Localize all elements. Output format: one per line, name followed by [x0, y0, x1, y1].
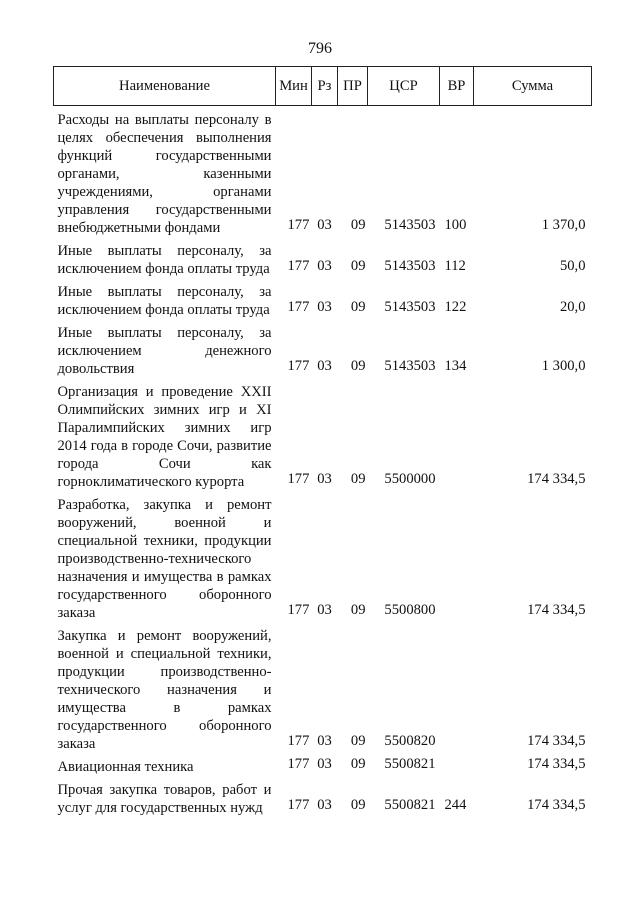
cell-sum: 174 334,5	[527, 471, 586, 487]
cell-min: 177	[287, 471, 310, 487]
cell-name: Прочая закупка товаров, работ и услуг для государственных нужд	[57, 782, 272, 816]
page-number: 796	[308, 40, 332, 57]
header-vr: ВР	[440, 67, 474, 106]
cell-rz: 03	[317, 797, 332, 813]
cell-min: 177	[287, 733, 310, 749]
cell-sum: 174 334,5	[527, 602, 586, 618]
cell-name: Иные выплаты персоналу, за исключением фонда оплаты труда	[57, 284, 272, 318]
cell-min: 177	[287, 756, 310, 772]
cell-vr: 244	[444, 797, 467, 813]
cell-vr: 112	[444, 258, 466, 274]
cell-pr: 09	[350, 756, 366, 772]
cell-pr: 09	[350, 217, 366, 233]
cell-csr: 5500000	[384, 471, 436, 487]
cell-csr: 5500820	[384, 733, 436, 749]
cell-sum: 50,0	[559, 258, 586, 274]
cell-vr	[440, 491, 474, 622]
cell-pr: 09	[350, 358, 366, 374]
table-row	[54, 106, 592, 238]
cell-min: 177	[287, 602, 310, 618]
cell-sum: 1 370,0	[541, 217, 586, 233]
header-sum: Сумма	[474, 67, 592, 106]
header-min: Мин	[276, 67, 312, 106]
table-header-row	[54, 67, 592, 106]
header-rz: Рз	[312, 67, 338, 106]
cell-csr: 5500821	[384, 797, 436, 813]
cell-rz: 03	[317, 756, 332, 772]
cell-vr: 134	[444, 358, 467, 374]
cell-rz: 03	[317, 471, 332, 487]
cell-csr: 5500800	[384, 602, 436, 618]
cell-csr: 5143503	[384, 217, 436, 233]
cell-rz: 03	[317, 217, 332, 233]
cell-name: Закупка и ремонт вооружений, военной и специальной техники, продукции производственно-технического назначения и имущества в рамках государственного оборонного заказа	[57, 628, 272, 752]
cell-pr: 09	[350, 602, 366, 618]
cell-sum: 174 334,5	[527, 756, 586, 772]
table-row	[54, 378, 592, 491]
cell-pr: 09	[350, 797, 366, 813]
cell-vr	[440, 753, 474, 776]
cell-name: Иные выплаты персоналу, за исключением фонда оплаты труда	[57, 243, 272, 277]
table-row	[54, 491, 592, 622]
cell-vr: 100	[444, 217, 467, 233]
cell-min: 177	[287, 258, 310, 274]
table-row	[54, 622, 592, 753]
cell-name: Разработка, закупка и ремонт вооружений, военной и специальной техники, продукции производственно-технического назначения и имущества в рамках государственного оборонного заказа	[57, 497, 272, 621]
cell-name: Иные выплаты персоналу, за исключением денежного довольствия	[57, 325, 272, 377]
cell-name: Авиационная техника	[57, 759, 194, 775]
cell-sum: 174 334,5	[527, 797, 586, 813]
table-row	[54, 319, 592, 378]
header-name: Наименование	[54, 67, 276, 106]
cell-rz: 03	[317, 299, 332, 315]
cell-name: Расходы на выплаты персоналу в целях обеспечения выполнения функций государственными органами, казенными учреждениями, органами управления государственными внебюджетными фондами	[57, 112, 272, 236]
header-pr: ПР	[338, 67, 368, 106]
table-row	[54, 776, 592, 817]
cell-pr: 09	[350, 733, 366, 749]
cell-min: 177	[287, 299, 310, 315]
cell-min: 177	[287, 797, 310, 813]
cell-pr: 09	[350, 299, 366, 315]
table-row	[54, 753, 592, 776]
table-row	[54, 278, 592, 319]
cell-vr	[440, 378, 474, 491]
cell-csr: 5143503	[384, 258, 436, 274]
cell-vr	[440, 622, 474, 753]
cell-sum: 174 334,5	[527, 733, 586, 749]
cell-rz: 03	[317, 602, 332, 618]
cell-min: 177	[287, 358, 310, 374]
cell-csr: 5143503	[384, 358, 436, 374]
cell-rz: 03	[317, 358, 332, 374]
cell-pr: 09	[350, 258, 366, 274]
cell-csr: 5143503	[384, 299, 436, 315]
cell-pr: 09	[350, 471, 366, 487]
cell-sum: 1 300,0	[541, 358, 586, 374]
budget-table	[53, 66, 592, 817]
header-csr: ЦСР	[368, 67, 440, 106]
cell-rz: 03	[317, 258, 332, 274]
table-row	[54, 237, 592, 278]
cell-csr: 5500821	[384, 756, 436, 772]
cell-rz: 03	[317, 733, 332, 749]
cell-vr: 122	[444, 299, 467, 315]
cell-min: 177	[287, 217, 310, 233]
cell-sum: 20,0	[559, 299, 586, 315]
cell-name: Организация и проведение XXII Олимпийских зимних игр и XI Паралимпийских зимних игр 2014 года в городе Сочи, развитие города Сочи как горноклиматического курорта	[57, 384, 272, 490]
